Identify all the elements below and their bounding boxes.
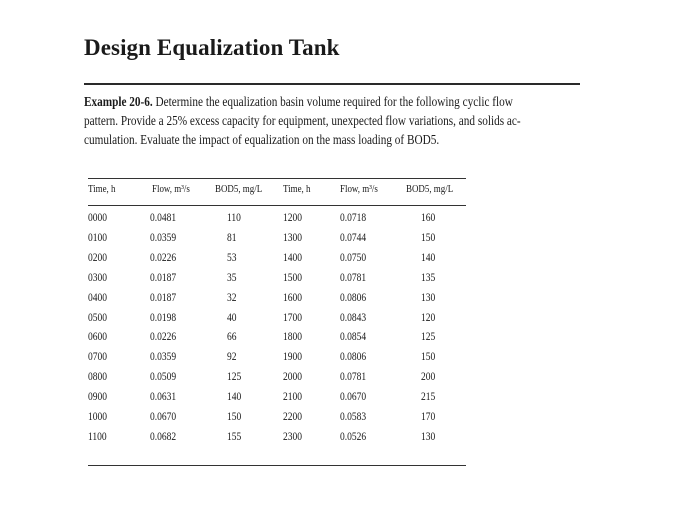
table-cell-time-a: 0300 <box>88 271 108 284</box>
table-cell-time-a: 0100 <box>88 231 108 244</box>
table-cell-time-b: 1200 <box>283 212 303 224</box>
table-cell-bod-a: 155 <box>227 430 242 443</box>
table-cell-time-b: 1800 <box>283 331 303 344</box>
table-cell-bod-a: 53 <box>227 251 237 264</box>
example-statement <box>84 92 584 149</box>
table-cell-time-b: 1500 <box>283 271 303 284</box>
table-cell-bod-a: 81 <box>227 231 237 244</box>
column-header-bod-b: BOD5, mg/L <box>406 184 454 195</box>
table-cell-time-b: 1600 <box>283 291 303 304</box>
table-cell-flow-a: 0.0682 <box>150 430 177 443</box>
title-divider <box>84 83 580 85</box>
table-cell-flow-b: 0.0750 <box>340 251 367 264</box>
table-cell-time-b: 1900 <box>283 351 303 364</box>
table-cell-bod-a: 150 <box>227 411 242 423</box>
table-cell-bod-b: 130 <box>421 291 436 304</box>
table-cell-flow-b: 0.0843 <box>340 311 367 324</box>
table-cell-flow-a: 0.0198 <box>150 311 177 324</box>
table-cell-flow-b: 0.0583 <box>340 411 367 423</box>
table-cell-bod-a: 35 <box>227 271 237 284</box>
table-top-rule <box>88 178 466 179</box>
table-cell-bod-b: 170 <box>421 411 436 423</box>
table-cell-time-a: 0200 <box>88 251 108 264</box>
example-line-2: pattern. Provide a 25% excess capacity for equipment, unexpected flow variations, and solids ac- <box>84 113 521 128</box>
table-cell-flow-b: 0.0718 <box>340 212 367 224</box>
table-cell-bod-b: 150 <box>421 351 436 364</box>
table-bottom-rule <box>88 465 466 466</box>
table-cell-time-a: 0700 <box>88 351 108 364</box>
table-cell-flow-a: 0.0187 <box>150 291 177 304</box>
table-cell-bod-a: 92 <box>227 351 237 364</box>
column-header-flow-b: Flow, m³/s <box>340 184 378 195</box>
table-cell-flow-b: 0.0781 <box>340 271 367 284</box>
table-cell-flow-a: 0.0359 <box>150 351 177 364</box>
table-cell-bod-b: 215 <box>421 391 436 404</box>
table-cell-flow-b: 0.0670 <box>340 391 367 404</box>
table-cell-flow-a: 0.0481 <box>150 212 177 224</box>
table-cell-flow-a: 0.0359 <box>150 231 177 244</box>
table-cell-time-a: 0900 <box>88 391 108 404</box>
table-cell-bod-b: 140 <box>421 251 436 264</box>
table-cell-flow-b: 0.0744 <box>340 231 367 244</box>
table-cell-bod-b: 130 <box>421 430 436 443</box>
table-cell-flow-b: 0.0526 <box>340 430 367 443</box>
table-cell-flow-a: 0.0670 <box>150 411 177 423</box>
table-cell-flow-a: 0.0631 <box>150 391 177 404</box>
table-cell-time-a: 0500 <box>88 311 108 324</box>
table-cell-bod-a: 32 <box>227 291 237 304</box>
table-cell-bod-a: 40 <box>227 311 237 324</box>
table-cell-time-b: 1400 <box>283 251 303 264</box>
table-cell-flow-a: 0.0226 <box>150 331 177 344</box>
table-cell-time-b: 1300 <box>283 231 303 244</box>
table-cell-bod-a: 66 <box>227 331 237 344</box>
table-cell-time-a: 0000 <box>88 212 108 224</box>
table-cell-bod-a: 110 <box>227 212 241 224</box>
column-header-bod-a: BOD5, mg/L <box>215 184 263 195</box>
table-cell-bod-a: 125 <box>227 371 242 384</box>
example-label: Example 20-6. <box>84 94 153 109</box>
page-title: Design Equalization Tank <box>84 35 340 60</box>
table-cell-flow-b: 0.0854 <box>340 331 367 344</box>
table-cell-time-a: 0800 <box>88 371 108 384</box>
table-cell-time-b: 2100 <box>283 391 303 404</box>
column-header-flow-a: Flow, m³/s <box>152 184 190 195</box>
table-cell-bod-a: 140 <box>227 391 242 404</box>
table-cell-time-a: 0400 <box>88 291 108 304</box>
table-cell-time-b: 2300 <box>283 430 303 443</box>
table-cell-time-b: 1700 <box>283 311 303 324</box>
table-cell-bod-b: 135 <box>421 271 436 284</box>
column-header-time-b: Time, h <box>283 184 311 195</box>
table-cell-time-b: 2000 <box>283 371 303 384</box>
table-cell-flow-a: 0.0509 <box>150 371 177 384</box>
table-cell-flow-b: 0.0806 <box>340 351 367 364</box>
example-line-3: cumulation. Evaluate the impact of equalization on the mass loading of BOD5. <box>84 132 440 147</box>
table-cell-time-a: 1000 <box>88 411 108 423</box>
example-text-1: Determine the equalization basin volume required for the following cyclic flow <box>155 94 513 109</box>
table-cell-time-a: 1100 <box>88 430 107 443</box>
table-cell-bod-b: 200 <box>421 371 436 384</box>
table-cell-bod-b: 160 <box>421 212 436 224</box>
table-cell-flow-b: 0.0806 <box>340 291 367 304</box>
table-cell-bod-b: 125 <box>421 331 436 344</box>
table-cell-time-b: 2200 <box>283 411 303 423</box>
table-cell-flow-a: 0.0187 <box>150 271 177 284</box>
table-cell-flow-b: 0.0781 <box>340 371 367 384</box>
column-header-time-a: Time, h <box>88 184 116 195</box>
table-cell-flow-a: 0.0226 <box>150 251 177 264</box>
table-header-rule <box>88 205 466 206</box>
table-cell-bod-b: 120 <box>421 311 436 324</box>
table-cell-bod-b: 150 <box>421 231 436 244</box>
table-cell-time-a: 0600 <box>88 331 108 344</box>
example-line-1 <box>84 92 584 111</box>
